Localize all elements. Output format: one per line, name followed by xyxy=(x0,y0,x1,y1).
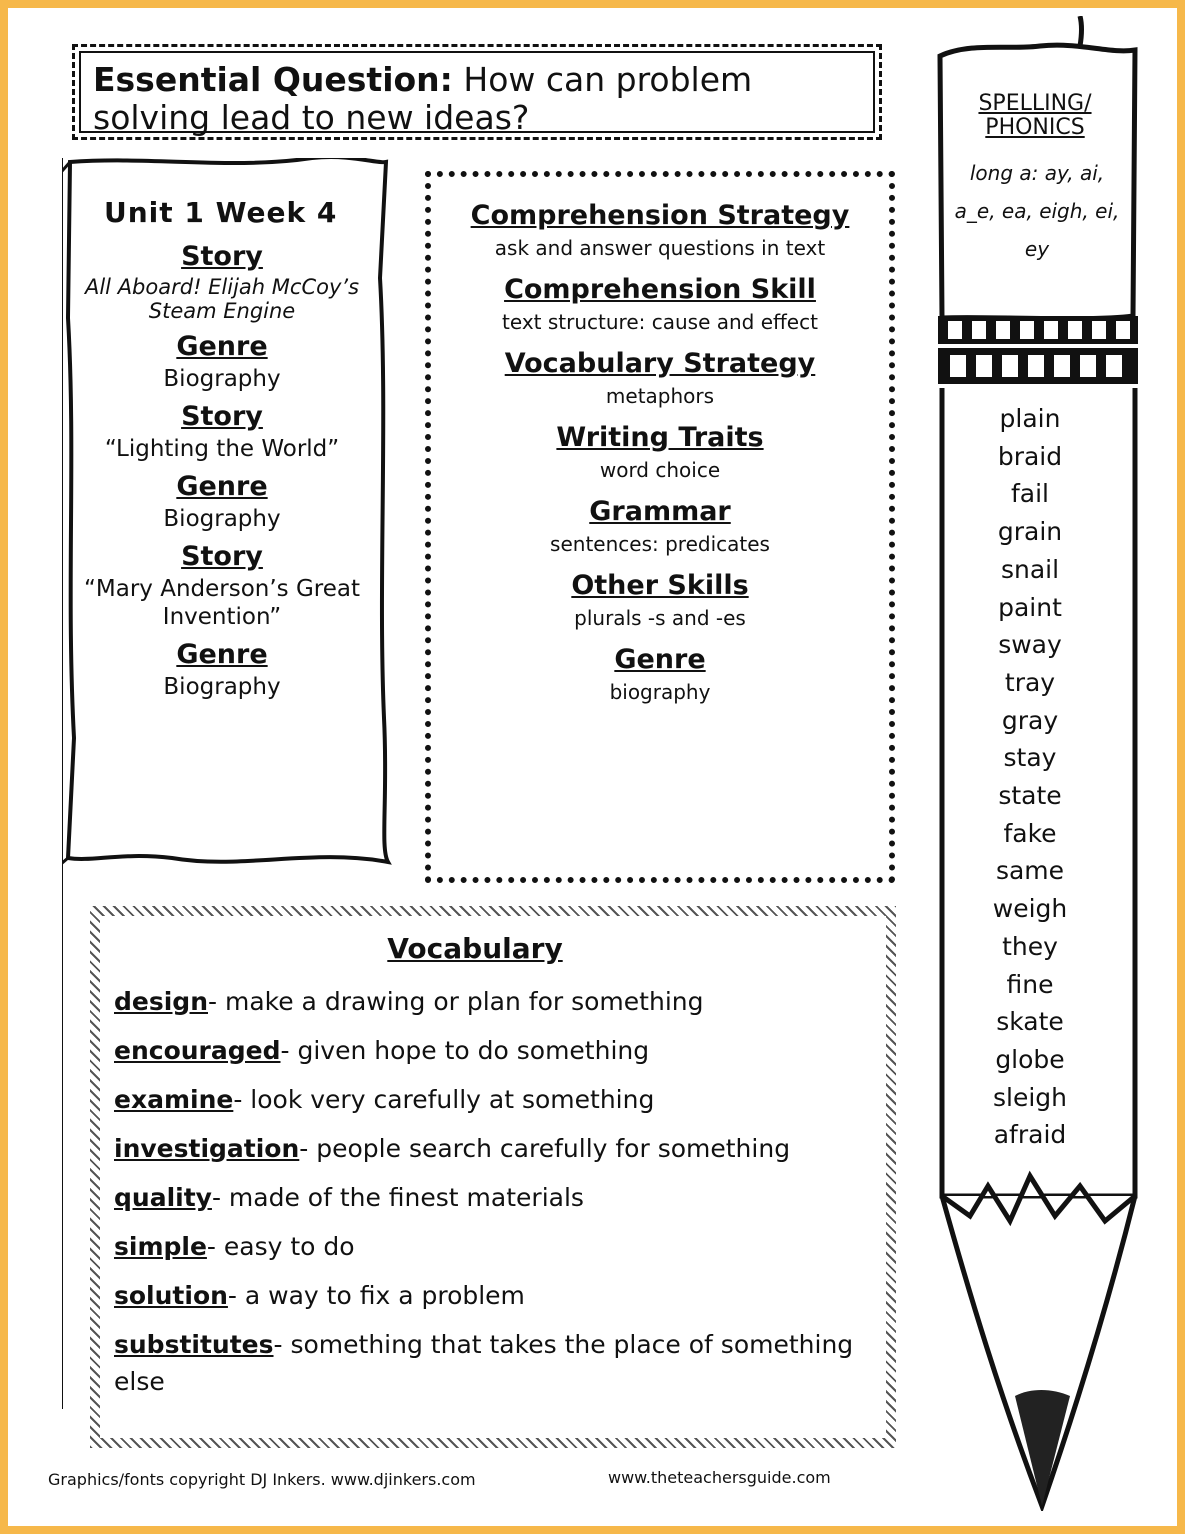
spelling-word: braid xyxy=(997,441,1063,471)
spelling-word: fake xyxy=(1003,818,1057,848)
skill-heading: Comprehension Strategy xyxy=(470,200,850,231)
spelling-word: afraid xyxy=(993,1120,1067,1150)
spelling-word: fail xyxy=(1010,479,1049,509)
vocab-separator: - xyxy=(233,1085,251,1114)
spelling-heading: SPELLING/ PHONICS xyxy=(978,91,1092,140)
vocab-term: solution xyxy=(114,1281,228,1310)
spelling-word: paint xyxy=(998,592,1062,622)
genre-heading: Genre xyxy=(176,331,268,362)
vocab-separator: - xyxy=(208,987,225,1016)
spelling-word-list xyxy=(980,400,1080,1154)
genre-text: Biography xyxy=(163,366,281,392)
unit-week-title: Unit 1 Week 4 xyxy=(104,196,338,229)
skill-text: plurals -s and -es xyxy=(574,606,746,630)
footer-website: www.theteachersguide.com xyxy=(608,1468,831,1487)
spelling-word: snail xyxy=(1000,554,1060,584)
vocab-term: design xyxy=(114,987,208,1016)
spelling-word: plain xyxy=(999,404,1061,433)
spelling-word: they xyxy=(1002,931,1058,961)
genre-text: Biography xyxy=(163,506,281,532)
spelling-word: grain xyxy=(997,517,1063,547)
vocab-separator: - xyxy=(273,1330,291,1359)
vocab-separator: - xyxy=(299,1134,317,1163)
story-heading: Story xyxy=(181,401,263,432)
skill-heading: Comprehension Skill xyxy=(504,274,816,305)
skill-text: sentences: predicates xyxy=(550,532,770,556)
spelling-word: skate xyxy=(996,1007,1064,1037)
vocab-separator: - xyxy=(206,1232,224,1261)
story-title: All Aboard! Elijah McCoy’s Steam Engine xyxy=(84,275,360,323)
vocab-item xyxy=(114,1130,876,1167)
skill-heading: Other Skills xyxy=(571,570,749,601)
vocabulary-box xyxy=(90,906,896,1448)
vocab-separator: - xyxy=(227,1281,245,1310)
skill-text: metaphors xyxy=(605,384,715,408)
spelling-word: same xyxy=(995,856,1065,886)
worksheet-page xyxy=(8,8,1177,1526)
skill-text: biography xyxy=(609,680,711,704)
vocab-definition: look very carefully at something xyxy=(250,1085,655,1114)
vocab-term: quality xyxy=(114,1183,212,1212)
footer-copyright: Graphics/fonts copyright DJ Inkers. www.djinkers.com xyxy=(48,1470,476,1489)
spelling-word: fine xyxy=(1006,969,1054,999)
vocab-definition: a way to fix a problem xyxy=(244,1281,525,1310)
vocab-item xyxy=(114,1277,876,1314)
spelling-word: stay xyxy=(1003,743,1057,773)
vocabulary-content xyxy=(114,932,876,1412)
skill-text: ask and answer questions in text xyxy=(494,236,826,260)
unit-flag-content xyxy=(82,196,362,701)
spelling-word: gray xyxy=(1001,705,1059,735)
unit-flag-banner xyxy=(62,158,392,868)
vocab-definition: easy to do xyxy=(223,1232,355,1261)
spelling-word: sleigh xyxy=(992,1082,1067,1112)
vocab-separator: - xyxy=(280,1036,298,1065)
vocab-definition: make a drawing or plan for something xyxy=(224,987,704,1016)
vocab-definition: people search carefully for something xyxy=(316,1134,791,1163)
skill-heading: Genre xyxy=(614,644,706,675)
story-title: “Lighting the World” xyxy=(104,436,340,462)
spelling-word: tray xyxy=(1004,667,1056,697)
spelling-word: weigh xyxy=(992,894,1068,924)
story-heading: Story xyxy=(181,541,263,572)
spelling-word: sway xyxy=(998,630,1062,660)
essential-question-box xyxy=(72,44,882,140)
vocab-term: simple xyxy=(114,1232,207,1261)
skill-heading: Vocabulary Strategy xyxy=(504,348,816,379)
genre-heading: Genre xyxy=(176,471,268,502)
vocab-definition: given hope to do something xyxy=(297,1036,650,1065)
skills-box xyxy=(425,171,895,883)
vocab-definition: something that takes the place of something else xyxy=(114,1330,854,1396)
vocab-item xyxy=(114,1032,876,1069)
skill-heading: Grammar xyxy=(589,496,731,527)
story-heading: Story xyxy=(181,241,263,272)
vocab-item xyxy=(114,1326,876,1400)
skill-text: word choice xyxy=(599,458,721,482)
spelling-word: state xyxy=(998,781,1062,811)
spelling-pattern xyxy=(952,154,1122,268)
vocab-item xyxy=(114,1081,876,1118)
vocab-term: substitutes xyxy=(114,1330,274,1359)
essential-question-label: Essential Question: xyxy=(93,60,453,99)
vocab-term: examine xyxy=(114,1085,234,1114)
pattern-values: ay, ai, a_e, ea, eigh, ei, ey xyxy=(954,161,1120,261)
vocab-item xyxy=(114,1228,876,1265)
pattern-label: long a: xyxy=(969,161,1039,185)
genre-text: Biography xyxy=(163,674,281,700)
vocab-item xyxy=(114,983,876,1020)
spelling-word: globe xyxy=(995,1044,1065,1074)
skill-heading: Writing Traits xyxy=(556,422,764,453)
vocabulary-title: Vocabulary xyxy=(387,932,563,965)
skill-text: text structure: cause and effect xyxy=(502,310,818,334)
essential-question-text: How can problem solving lead to new ideas? xyxy=(93,60,753,137)
genre-heading: Genre xyxy=(176,639,268,670)
spelling-pencil xyxy=(930,16,1145,1511)
vocab-term: investigation xyxy=(114,1134,300,1163)
vocab-definition: made of the finest materials xyxy=(228,1183,584,1212)
story-title: “Mary Anderson’s Great Invention” xyxy=(83,576,361,630)
vocab-term: encouraged xyxy=(114,1036,281,1065)
vocab-item xyxy=(114,1179,876,1216)
vocab-separator: - xyxy=(211,1183,229,1212)
